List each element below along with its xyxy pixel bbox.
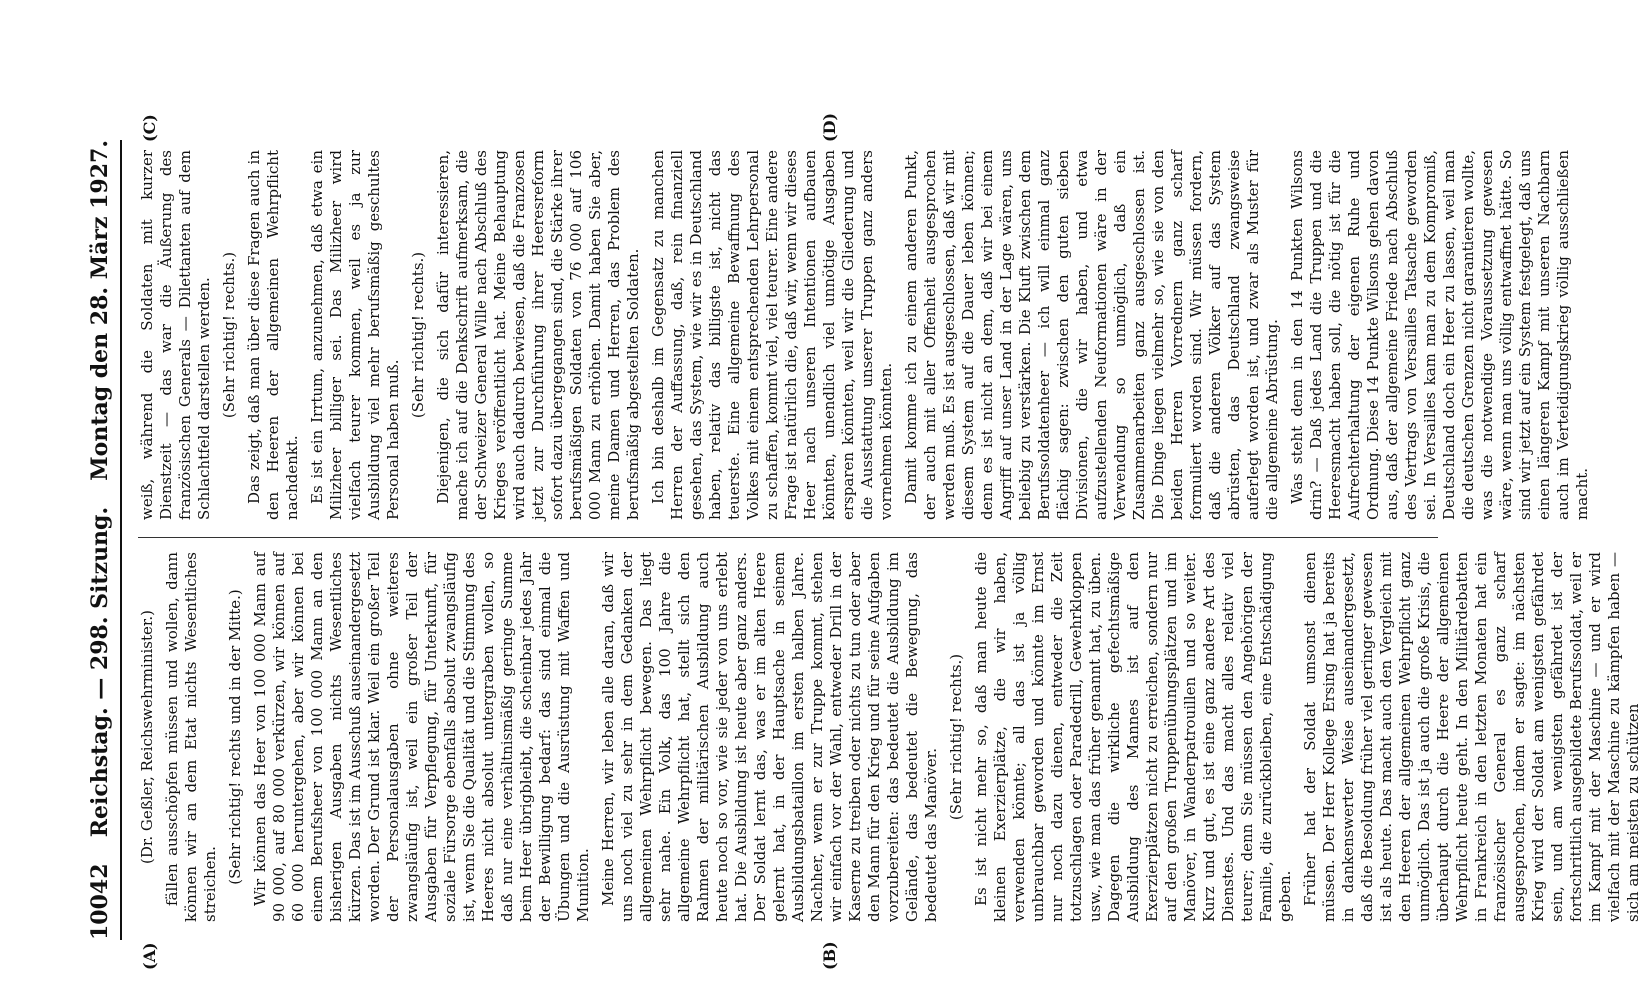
paragraph: Es ist nicht mehr so, daß man heute die kleinen Exerzierplätze, die wir haben, verwenden könnte; all das ist ja völlig unbrauchbar geworden und könnte im Ernst nur noch dazu dienen, entweder die Zeit totzuschlagen oder Paradedrill, Gewehrkloppen usw., wie man das früher genannt hat, zu üben. Dagegen die wirkliche gefechtsmäßige Ausbildung des Mannes ist auf den Exerzierplätzen nicht zu erreichen, sondern nur auf den großen Truppenübungsplätzen und im Manöver, in Wanderpatrouillen und so weiter. Kurz und gut, es ist eine ganz andere Art des Dienstes. Und das macht alles relativ viel teurer; denn Sie müssen den Angehörigen der Familie, die zurückbleiben, eine Entschädigung geben. bbox=[972, 552, 1294, 922]
margin-marker-c: (C) bbox=[140, 114, 159, 142]
rotated-page bbox=[60, 80, 1642, 1000]
paragraph: Ich bin deshalb im Gegensatz zu manchen Herren der Auffassung, daß, rein finanziell gesehen, das System, wie wir es in Deutschland haben, relativ das billigste ist, nicht das teuerste. Eine allgemeine Bewaffnung des Volkes mit einem entsprechenden Lehrpersonal zu schaffen, kommt viel, viel teurer. Eine andere Frage ist natürlich die, daß wir, wenn wir dieses Heer nach unseren Intentionen aufbauen könnten, unendlich viel unnötige Ausgaben ersparen könnten, weil wir die Gliederung und die Ausstattung unserer Truppen ganz anders vornehmen könnten. bbox=[649, 150, 895, 520]
page-header bbox=[80, 140, 122, 940]
paragraph: (Sehr richtig! rechts.) bbox=[409, 251, 427, 419]
paragraph: Diejenigen, die sich dafür interessieren, mache ich auf die Denkschrift aufmerksam, die der Schweizer General Wille nach Abschluß des Krieges veröffentlicht hat. Meine Behauptung wird auch dadurch bewiesen, daß die Franzosen jetzt zur Durchführung ihrer Heeresreform sofort dazu übergegangen sind, die Stärke ihrer berufsmäßigen Soldaten von 76 000 auf 106 000 Mann zu erhöhen. Damit haben Sie aber, meine Damen und Herren, das Problem des berufsmäßig abgestellten Soldaten. bbox=[434, 150, 642, 520]
page-number: 10042 bbox=[87, 863, 113, 940]
paragraph: Meine Herren, wir leben alle daran, daß wir uns noch viel zu sehr in dem Gedanken der allgemeinen Wehrpflicht bewegen. Das liegt sehr nahe. Ein Volk, das 100 Jahre die allgemeine Wehrpflicht hat, stellt sich den Rahmen der militärischen Ausbildung auch heute noch so vor, wie sie jeder von uns erlebt hat. Die Ausbildung ist heute aber ganz anders. Der Soldat lernt das, was er im alten Heere gelernt hat, in der Hauptsache in seinem Ausbildungsbataillon im ersten halben Jahre. Nachher, wenn er zur Truppe kommt, stehen wir einfach vor der Wahl, entweder Drill in der Kaserne zu treiben oder nichts zu tun oder aber den Mann für den Krieg und für seine Aufgaben vorzubereiten: das bedeutet die Ausbildung im Gelände, das bedeutet die Bewegung, das bedeutet das Manöver. bbox=[599, 552, 940, 922]
margin-marker-a: (A) bbox=[140, 942, 159, 970]
paragraph: (Sehr richtig! rechts.) bbox=[220, 251, 238, 419]
paragraph: Das zeigt, daß man über diese Fragen auch in den Heeren der allgemeinen Wehrpflicht nachdenkt. bbox=[245, 150, 301, 520]
right-column bbox=[138, 150, 1598, 520]
paragraph: Was steht denn in den 14 Punkten Wilsons drin? — Daß jedes Land die Truppen und die Heeresmacht haben soll, die nötig ist für die Aufrechterhaltung der eigenen Ruhe und Ordnung. Diese 14 Punkte Wilsons gehen davon aus, daß der allgemeine Friede nach Abschluß des Vertrags von Versailles Tatsache geworden sei. In Versailles kam man zu dem Kompromiß, Deutschland doch ein Heer zu lassen, weil man die deutschen Grenzen nicht garantieren wollte, was die notwendige Voraussetzung gewesen wäre, wenn man uns völlig entwaffnet hätte. So sind wir jetzt auf ein System festgelegt, daß uns einen längeren Kampf mit unseren Nachbarn auch im Verteidigungskrieg völlig ausschließen macht. bbox=[1288, 150, 1591, 520]
header-date: Montag den 28. März 1927. bbox=[87, 140, 113, 481]
header-title: Reichstag. — 298. Sitzung. bbox=[87, 506, 113, 838]
paragraph: (Sehr richtig! rechts.) bbox=[947, 653, 965, 821]
paragraph: (Sehr richtig! rechts und in der Mitte.) bbox=[226, 589, 244, 885]
margin-marker-d: (D) bbox=[820, 112, 839, 142]
paragraph: fällen ausschöpfen müssen und wollen, dann können wir an dem Etat nichts Wesentliches streichen. bbox=[163, 552, 219, 922]
paragraph: Es ist ein Irrtum, anzunehmen, daß etwa ein Milizheer billiger sei. Das Milizheer wird vielfach teurer kommen, weil es ja zur Ausbildung viel mehr berufsmäßig geschultes Personal haben muß. bbox=[308, 150, 402, 520]
paragraph: Wir können das Heer von 100 000 Mann auf 90 000, auf 80 000 verkürzen, wir können auf 60 000 heruntergehen, aber wir können bei einem Berufsheer von 100 000 Mann an den bisherigen Ausgaben nichts Wesentliches kürzen. Das ist im Ausschuß auseinandergesetzt worden. Der Grund ist klar. Weil ein großer Teil der Personalausgaben ohne weiteres zwangsläufig ist, weil ein großer Teil der Ausgaben für Verpflegung, für Unterkunft, für soziale Fürsorge ebenfalls absolut zwangsläufig ist, wenn Sie die Qualität und die Stimmung des Heeres nicht absolut untergraben wollen, so daß nur eine verhältnismäßig geringe Summe beim Heer übrigbleibt, die scheinbar jedes Jahr der Bewilligung bedarf: das sind einmal die Übungen und die Ausrüstung mit Waffen und Munition. bbox=[251, 552, 592, 922]
paragraph: Damit komme ich zu einem anderen Punkt, der auch mit aller Offenheit ausgesprochen werden muß. Es ist ausgeschlossen, daß wir mit diesem System auf die Dauer leben können; denn es ist nicht an dem, daß wir bei einem Angriff auf unser Land in der Lage wären, uns beliebig zu verstärken. Die Kluft zwischen dem Berufssoldatenheer — ich will einmal ganz flächig sagen: zwischen den guten sieben Divisionen, die wir haben, und etwa aufzustellenden Neuformationen wäre in der Verwendung so unmöglich, daß ein Zusammenarbeiten ganz ausgeschlossen ist. Die Dinge liegen vielmehr so, wie sie von den beiden Herren Vorrednern ganz scharf formuliert worden sind. Wir müssen fordern, daß die anderen Völker auf das System abrüsten, das Deutschland zwangsweise auferlegt worden ist, und zwar als Muster für die allgemeine Abrüstung. bbox=[902, 150, 1281, 520]
left-column bbox=[138, 552, 1649, 922]
page bbox=[60, 80, 1642, 1000]
paragraph: weiß, während die Soldaten mit kurzer Dienstzeit — das war die Äußerung des französischen Generals — Dilettanten auf dem Schlachtfeld darstellen werden. bbox=[138, 150, 213, 520]
margin-marker-b: (B) bbox=[820, 941, 839, 970]
paragraph: Früher hat der Soldat umsonst dienen müssen. Der Herr Kollege Ersing hat ja bereits in dankenswerter Weise auseinandergesetzt, daß die Besoldung früher viel geringer gewesen ist als heute. Das macht auch den Vergleich mit den Heeren der allgemeinen Wehrpflicht ganz unmöglich. Das ist ja auch die große Krisis, die überhaupt durch die Heere der allgemeinen Wehrpflicht heute geht. In den Militärdebatten in Frankreich in den letzten Monaten hat ein französischer General es ganz scharf ausgesprochen, indem er sagte: im nächsten Krieg wird der Soldat am wenigsten gefährdet sein, und am wenigsten gefährdet ist der fortschrittlich ausgebildete Berufssoldat, weil er im Kampf mit der Maschine — und er wird vielfach mit der Maschine zu kämpfen haben — sich am meisten zu schützen bbox=[1301, 552, 1642, 922]
column-divider bbox=[138, 537, 1438, 538]
paragraph: (Dr. Geßler, Reichswehrminister.) bbox=[138, 609, 156, 865]
